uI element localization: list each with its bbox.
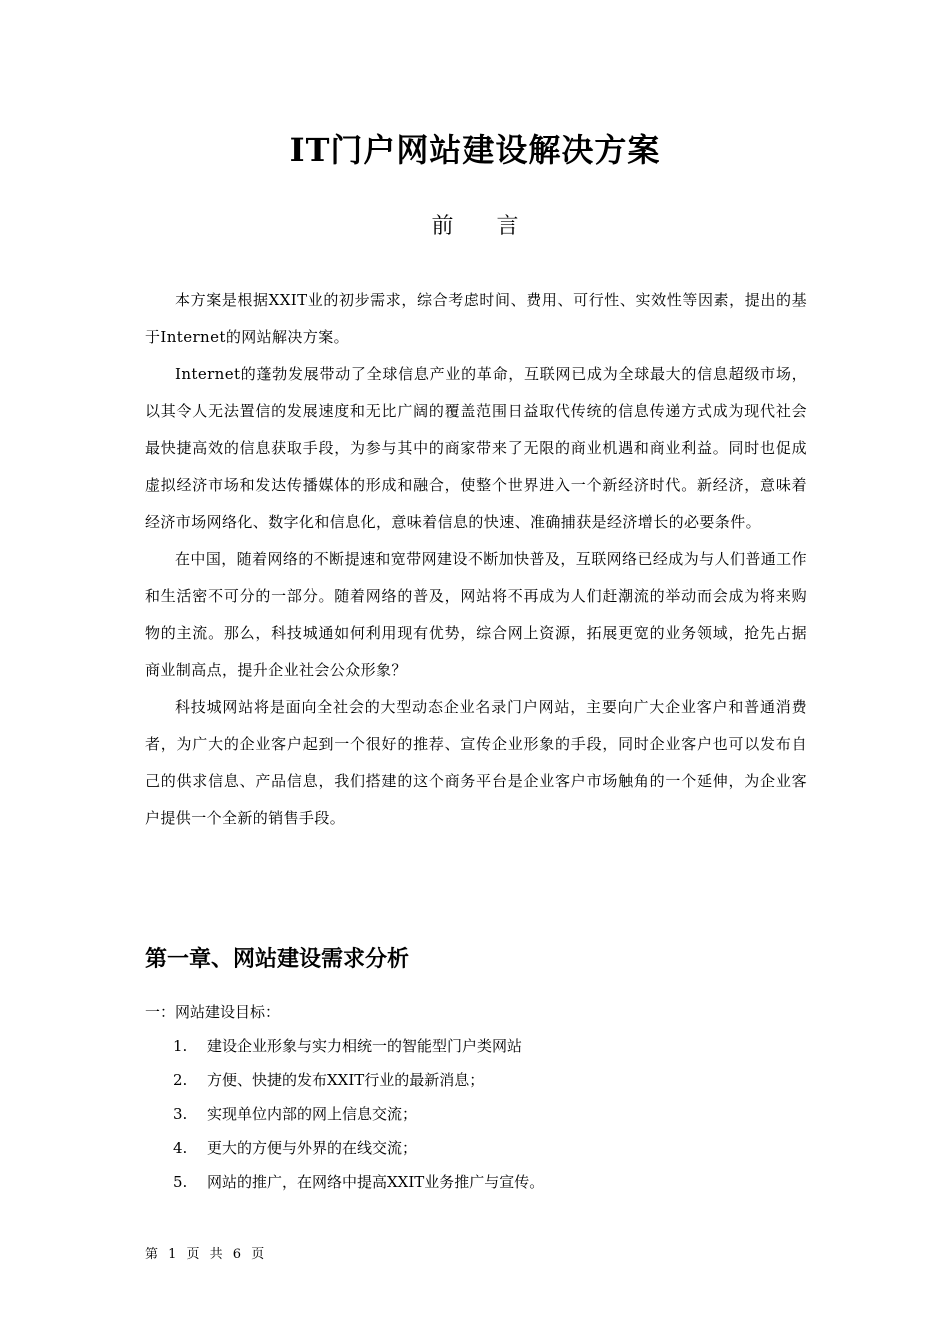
preface-heading: 前 言 [431,214,537,239]
chapter-heading: 第一章、网站建设需求分析 [145,947,410,972]
goals-list [145,1029,544,1199]
list-item-number: 4. [173,1139,188,1157]
list-item-number: 1. [173,1037,188,1055]
preface-body [145,282,807,837]
list-item [145,1097,544,1131]
list-item-text: 网站的推广，在网络中提高XXIT业务推广与宣传。 [207,1173,545,1191]
list-item [145,1029,544,1063]
list-item-text: 实现单位内部的网上信息交流； [207,1105,418,1123]
page-footer: 第 1 页 共 6 页 [145,1247,265,1262]
list-item-text: 方便、快捷的发布XXIT行业的最新消息； [207,1071,485,1089]
list-item-number: 3. [173,1105,188,1123]
list-item-text: 更大的方便与外界的在线交流； [207,1139,418,1157]
paragraph: 科技城网站将是面向全社会的大型动态企业名录门户网站，主要向广大企业客户和普通消费者，为广大的企业客户起到一个很好的推荐、宣传企业形象的手段，同时企业客户也可以发布自己的供求信息、产品信息，我们搭建的这个商务平台是企业客户市场触角的一个延伸，为企业客户提供一个全新的销售手段。 [145,698,807,827]
list-item [145,1131,544,1165]
paragraph: 在中国，随着网络的不断提速和宽带网建设不断加快普及，互联网络已经成为与人们普通工作和生活密不可分的一部分。随着网络的普及，网站将不再成为人们赶潮流的举动而会成为将来购物的主流。那么，科技城通如何利用现有优势，综合网上资源，拓展更宽的业务领域，抢先占据商业制高点，提升企业社会公众形象？ [145,550,807,679]
list-item-number: 5. [173,1173,188,1191]
list-item-text: 建设企业形象与实力相统一的智能型门户类网站 [207,1037,523,1055]
list-item-number: 2. [173,1071,188,1089]
paragraph: 本方案是根据XXIT业的初步需求，综合考虑时间、费用、可行性、实效性等因素，提出的基于Internet的网站解决方案。 [145,291,807,346]
list-item [145,1063,544,1097]
section-label: 一：网站建设目标： [145,1003,281,1021]
document-title: IT门户网站建设解决方案 [289,131,661,169]
paragraph: Internet的蓬勃发展带动了全球信息产业的革命，互联网已成为全球最大的信息超级市场，以其令人无法置信的发展速度和无比广阔的覆盖范围日益取代传统的信息传递方式成为现代社会最快捷高效的信息获取手段，为参与其中的商家带来了无限的商业机遇和商业利益。同时也促成虚拟经济市场和发达传播媒体的形成和融合，使整个世界进入一个新经济时代。新经济，意味着经济市场网络化、数字化和信息化，意味着信息的快速、准确捕获是经济增长的必要条件。 [145,365,807,531]
list-item [145,1165,544,1199]
